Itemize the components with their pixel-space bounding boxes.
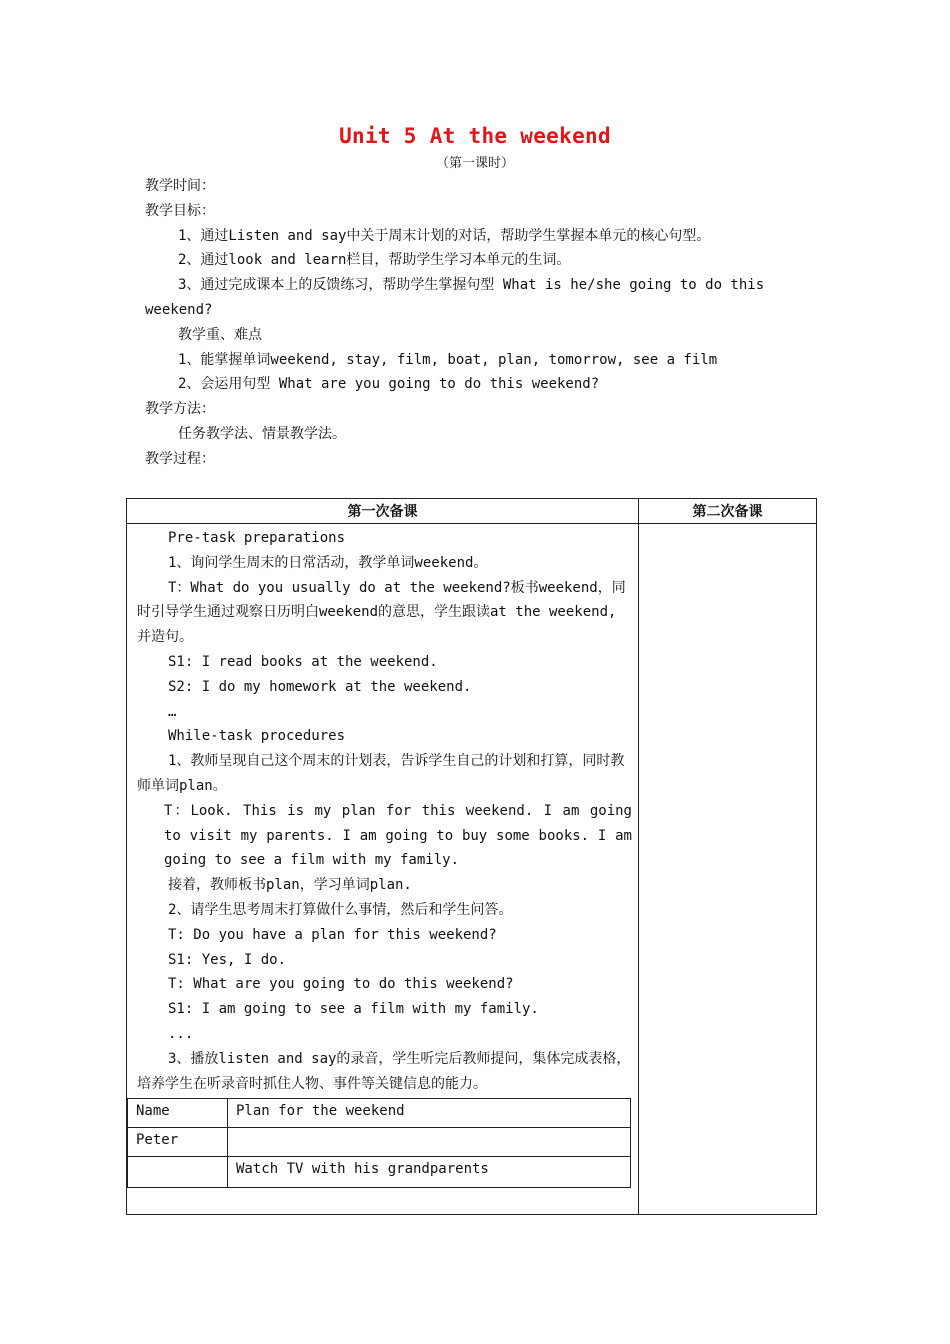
first-prep-header: 第一次备课 <box>127 499 639 524</box>
plan-cell <box>228 1128 631 1157</box>
teaching-process-label: 教学过程： <box>145 450 215 467</box>
name-cell: Peter <box>128 1128 228 1157</box>
lesson-plan-table <box>126 498 817 1215</box>
section-heading: While-task procedures <box>168 728 346 745</box>
section-heading: Pre-task preparations <box>168 530 346 546</box>
dialogue-line: S1: I am going to see a film with my family. <box>168 1001 539 1018</box>
weekend-plan-table <box>127 1098 631 1188</box>
plan-column-header: Plan for the weekend <box>228 1099 631 1128</box>
teaching-time-label: 教学时间： <box>145 178 215 194</box>
dialogue-line: T: Do you have a plan for this weekend? <box>168 926 497 943</box>
dialogue-line: S2: I do my homework at the weekend. <box>168 678 472 695</box>
teaching-goal-label: 教学目标： <box>145 202 215 219</box>
first-prep-cell <box>127 524 639 1215</box>
table-row <box>128 1128 631 1157</box>
teaching-method: 任务教学法、情景教学法。 <box>178 425 346 442</box>
step-text: 1、询问学生周末的日常活动，教学单词weekend。 <box>168 554 488 571</box>
step-text: 3、播放listen and say的录音，学生听完后教师提问，集体完成表格，培养学生在听录音时抓住人物、事件等关键信息的能力。 <box>137 1050 631 1092</box>
ellipsis: ... <box>168 1025 194 1042</box>
dialogue-line: S1: Yes, I do. <box>168 951 287 968</box>
key-points-label: 教学重、难点 <box>178 326 262 343</box>
goal-item: 3、通过完成课本上的反馈练习，帮助学生掌握句型 What is he/she going to do this weekend? <box>145 277 765 318</box>
teaching-method-label: 教学方法： <box>145 401 215 418</box>
goal-item: 1、通过Listen and say中关于周末计划的对话，帮助学生掌握本单元的核心句型。 <box>178 227 711 244</box>
name-column-header: Name <box>128 1099 228 1128</box>
table-row <box>128 1157 631 1188</box>
step-text: 1、教师呈现自己这个周末的计划表，告诉学生自己的计划和打算，同时教师单词plan。 <box>137 753 625 794</box>
dialogue-line: S1: I read books at the weekend. <box>168 653 438 670</box>
step-text: 2、请学生思考周末打算做什么事情，然后和学生问答。 <box>168 901 513 918</box>
lesson-intro <box>145 174 815 472</box>
second-prep-cell <box>639 524 817 1215</box>
lesson-period: （第一课时） <box>435 156 514 171</box>
goal-item: 2、通过look and learn栏目，帮助学生学习本单元的生词。 <box>178 252 571 269</box>
second-prep-header: 第二次备课 <box>639 499 817 524</box>
ellipsis: … <box>168 703 177 720</box>
page-title: Unit 5 At the weekend <box>339 124 611 148</box>
name-cell <box>128 1157 228 1188</box>
key-point-item: 1、能掌握单词weekend, stay, film, boat, plan, tomorrow, see a film <box>178 351 718 368</box>
dialogue-line: T: What are you going to do this weekend? <box>168 976 514 993</box>
key-point-item: 2、会运用句型 What are you going to do this weekend? <box>178 376 600 393</box>
dialogue-line: T：Look. This is my plan for this weekend. I am going to visit my parents. I am going to buy some books. I am going to see a film with my family. <box>164 802 632 869</box>
plan-cell: Watch TV with his grandparents <box>228 1157 631 1188</box>
step-text: 接着，教师板书plan，学习单词plan. <box>168 877 412 894</box>
step-text: T：What do you usually do at the weekend?板书weekend，同时引导学生通过观察日历明白weekend的意思，学生跟读at the weekend, 并造句。 <box>137 579 626 646</box>
